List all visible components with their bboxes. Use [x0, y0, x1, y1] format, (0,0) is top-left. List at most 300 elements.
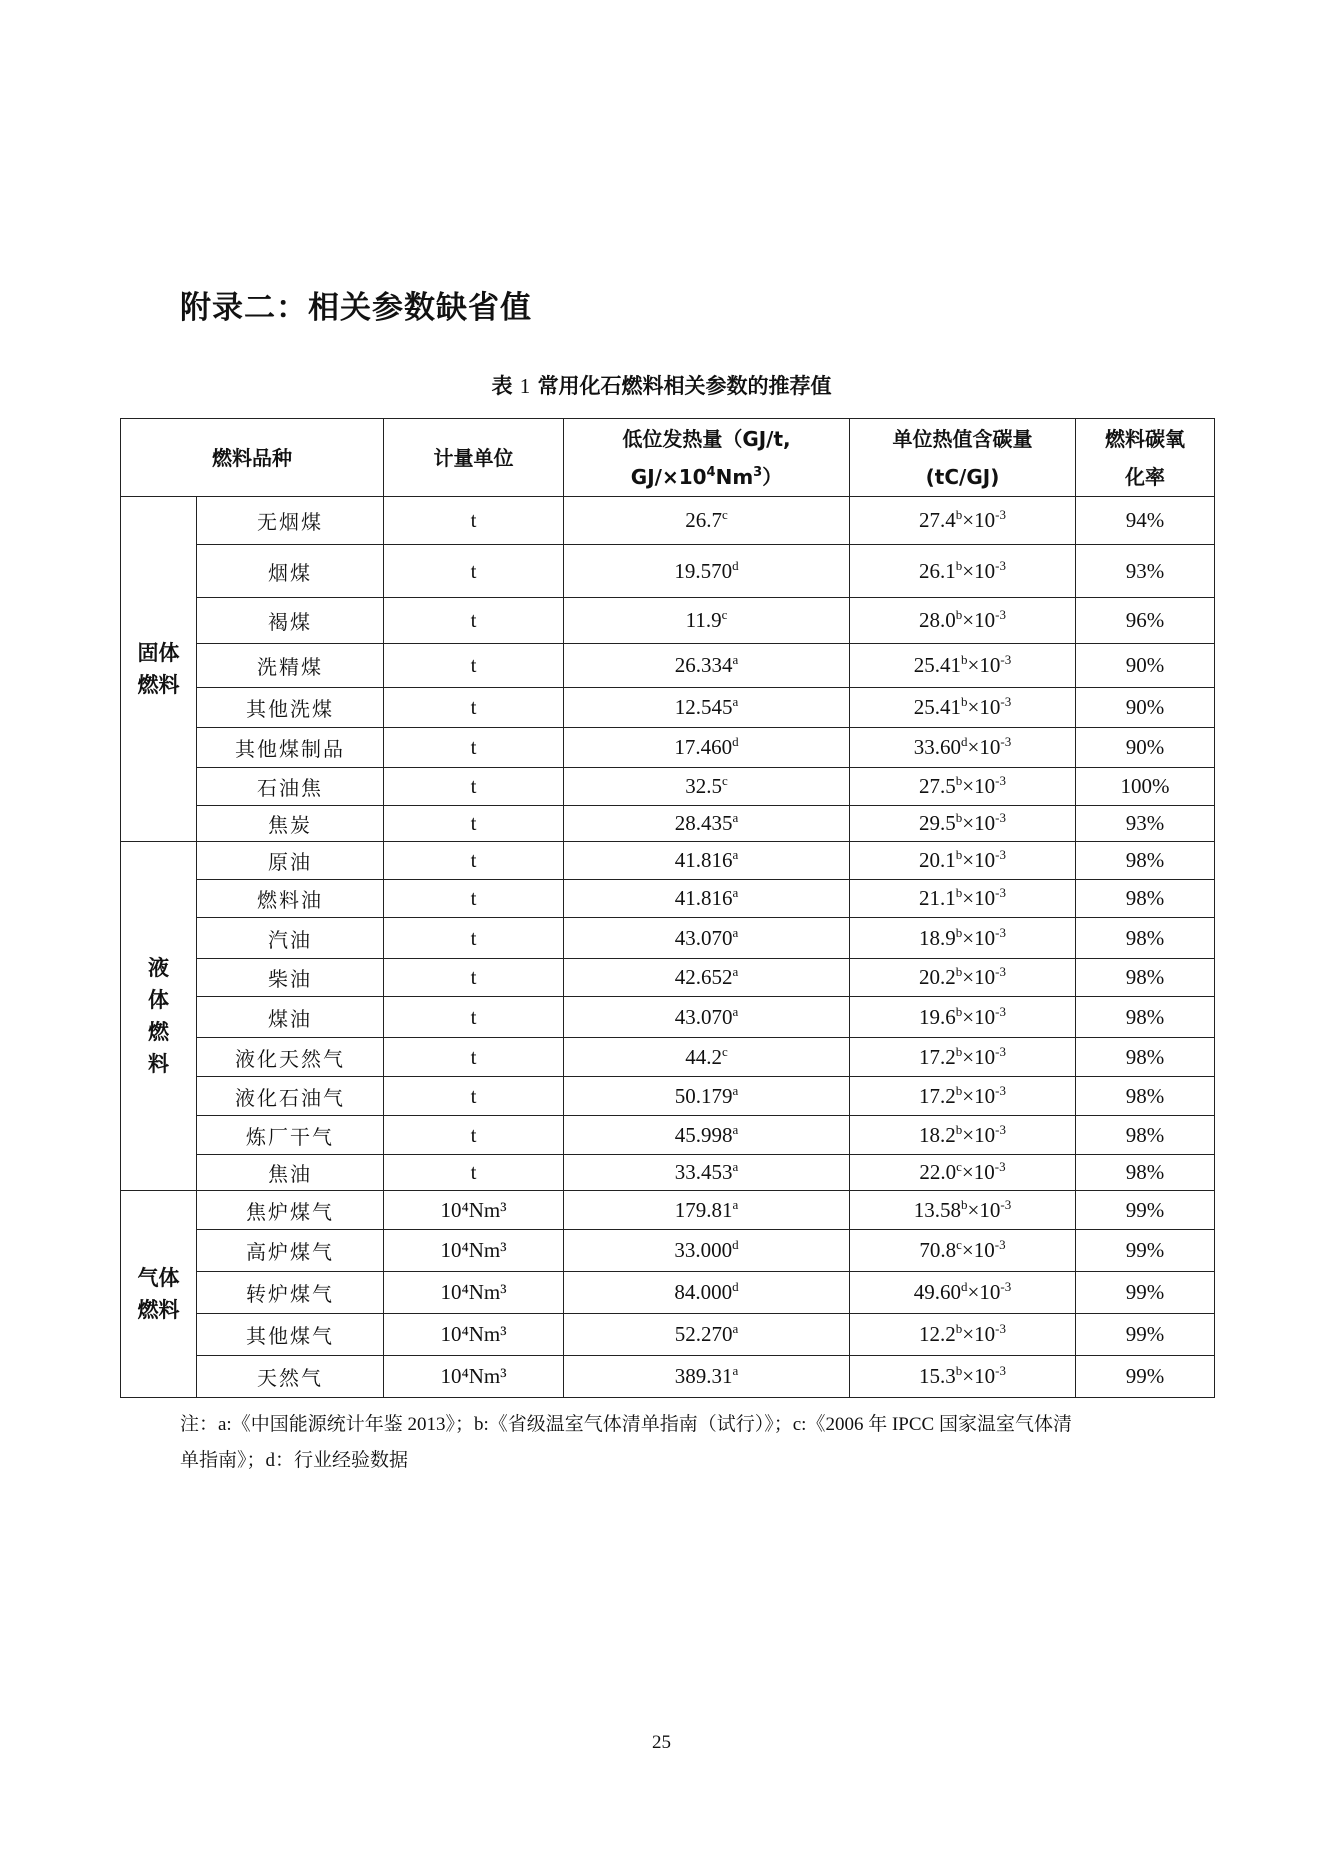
cc-multiplier: ×10 — [962, 1364, 996, 1388]
table-caption — [0, 370, 1323, 400]
cc-source: b — [955, 773, 963, 788]
table-row — [121, 497, 1215, 545]
cc-value: 28.0 — [919, 608, 956, 632]
fuel-name: 其他煤气 — [197, 1314, 384, 1356]
carbon-content-cell — [850, 688, 1076, 728]
ncv-source: c — [721, 1043, 728, 1059]
unit-cell: t — [384, 997, 564, 1038]
fuel-name: 汽油 — [197, 918, 384, 959]
fuel-name: 燃料油 — [197, 880, 384, 918]
fuel-name: 褐煤 — [197, 598, 384, 644]
category-cell — [121, 1191, 197, 1398]
oxidation-rate-cell: 98% — [1076, 880, 1215, 918]
ncv-cell — [564, 728, 850, 768]
carbon-content-cell — [850, 1191, 1076, 1230]
header-ncv — [564, 419, 850, 497]
unit-cell: 10⁴Nm³ — [384, 1230, 564, 1272]
ncv-value: 11.9 — [685, 608, 722, 632]
ncv-source: c — [721, 773, 728, 788]
unit-cell: t — [384, 545, 564, 598]
ncv-value: 179.81 — [674, 1197, 733, 1222]
cc-multiplier: ×10 — [962, 848, 996, 872]
cc-exponent: -3 — [1000, 652, 1012, 667]
ncv-source: a — [732, 1196, 739, 1212]
unit-cell: t — [384, 598, 564, 644]
cc-value: 21.1 — [919, 886, 956, 910]
table-row — [121, 1191, 1215, 1230]
cc-exponent: -3 — [994, 1237, 1006, 1252]
cc-source: b — [955, 924, 963, 940]
cc-exponent: -3 — [995, 885, 1006, 900]
carbon-content-cell — [850, 768, 1076, 806]
unit-cell: 10⁴Nm³ — [384, 1314, 564, 1356]
cc-multiplier: ×10 — [967, 653, 1001, 677]
cc-value: 17.2 — [919, 1083, 956, 1108]
ncv-source: a — [732, 1121, 739, 1137]
cc-value: 15.3 — [919, 1364, 956, 1388]
cc-source: b — [961, 694, 968, 709]
ncv-source: c — [721, 507, 728, 522]
carbon-content-cell — [850, 1077, 1076, 1116]
oxidation-rate-cell: 99% — [1076, 1356, 1215, 1398]
fuel-name: 液化天然气 — [197, 1038, 384, 1077]
cc-source: b — [955, 1082, 963, 1098]
cc-value: 18.2 — [919, 1122, 956, 1147]
cc-multiplier: ×10 — [962, 558, 996, 583]
cc-source: c — [956, 1237, 962, 1252]
fuel-name: 柴油 — [197, 959, 384, 997]
cc-value: 12.2 — [919, 1322, 956, 1346]
ncv-source: a — [732, 694, 739, 709]
ncv-value: 50.179 — [674, 1083, 733, 1108]
ncv-source: d — [732, 734, 739, 749]
cc-exponent: -3 — [1000, 734, 1012, 749]
table-row — [121, 842, 1215, 880]
fuel-name: 烟煤 — [197, 545, 384, 598]
ncv-value: 42.652 — [674, 965, 733, 989]
cc-multiplier: ×10 — [962, 508, 996, 532]
cc-exponent: -3 — [1000, 1196, 1012, 1212]
unit-cell: t — [384, 842, 564, 880]
table-row — [121, 1314, 1215, 1356]
ncv-value: 52.270 — [674, 1322, 733, 1346]
carbon-content-cell — [850, 497, 1076, 545]
fuel-name: 原油 — [197, 842, 384, 880]
cc-multiplier: ×10 — [967, 1197, 1001, 1222]
cc-exponent: -3 — [995, 964, 1006, 979]
carbon-content-cell — [850, 959, 1076, 997]
unit-cell: t — [384, 806, 564, 842]
header-ncv-line2 — [564, 458, 849, 496]
cc-value: 17.2 — [919, 1044, 956, 1069]
table-row — [121, 1077, 1215, 1116]
unit-cell: t — [384, 728, 564, 768]
oxidation-rate-cell: 98% — [1076, 1038, 1215, 1077]
oxidation-rate-cell: 90% — [1076, 728, 1215, 768]
cc-exponent: -3 — [994, 1159, 1006, 1174]
ncv-value: 17.460 — [674, 735, 733, 759]
ncv-value: 389.31 — [674, 1364, 733, 1388]
unit-cell: 10⁴Nm³ — [384, 1272, 564, 1314]
fuel-name: 炼厂干气 — [197, 1116, 384, 1155]
cc-multiplier: ×10 — [967, 735, 1001, 759]
ncv-source: a — [732, 1159, 739, 1174]
ncv-source: a — [732, 885, 739, 900]
cc-exponent: -3 — [995, 557, 1006, 573]
table-row — [121, 545, 1215, 598]
ncv-cell — [564, 806, 850, 842]
ncv-cell — [564, 1191, 850, 1230]
carbon-content-cell — [850, 728, 1076, 768]
category-label-part: 固体 — [137, 641, 180, 665]
cc-exponent: -3 — [995, 1363, 1006, 1378]
unit-cell: t — [384, 768, 564, 806]
table-note — [180, 1407, 1160, 1479]
caption-prefix: 表 — [491, 374, 513, 398]
carbon-content-cell — [850, 545, 1076, 598]
cc-multiplier: ×10 — [967, 1280, 1001, 1304]
unit-cell: t — [384, 1077, 564, 1116]
unit-cell: 10⁴Nm³ — [384, 1356, 564, 1398]
cc-source: b — [955, 810, 963, 825]
table-row — [121, 1230, 1215, 1272]
fuel-name: 高炉煤气 — [197, 1230, 384, 1272]
fuel-parameter-table — [120, 418, 1215, 1398]
cc-value: 25.41 — [913, 695, 962, 719]
ncv-value: 41.816 — [674, 886, 733, 910]
ncv-source: c — [721, 607, 728, 622]
ncv-source: a — [732, 924, 739, 940]
carbon-content-cell — [850, 1356, 1076, 1398]
cc-exponent: -3 — [995, 1321, 1006, 1336]
table-row — [121, 598, 1215, 644]
cc-value: 22.0 — [919, 1160, 957, 1184]
ncv-value: 28.435 — [674, 811, 733, 835]
carbon-content-cell — [850, 842, 1076, 880]
caption-title: 常用化石燃料相关参数的推荐值 — [537, 374, 832, 398]
table-row — [121, 880, 1215, 918]
ncv-cell — [564, 598, 850, 644]
cc-multiplier: ×10 — [962, 886, 996, 910]
note-line1: 注：a:《中国能源统计年鉴 2013》；b:《省级温室气体清单指南（试行）》；c:《2006 年 IPCC 国家温室气体清 — [180, 1414, 1072, 1435]
ncv-source: a — [732, 652, 739, 667]
oxidation-rate-cell: 98% — [1076, 842, 1215, 880]
ncv-cell — [564, 1116, 850, 1155]
cc-exponent: -3 — [995, 924, 1006, 940]
carbon-content-cell — [850, 598, 1076, 644]
fuel-name: 其他洗煤 — [197, 688, 384, 728]
ncv-source: a — [732, 1082, 739, 1098]
cc-multiplier: ×10 — [962, 925, 996, 950]
oxidation-rate-cell: 99% — [1076, 1230, 1215, 1272]
ncv-value: 84.000 — [674, 1280, 733, 1304]
cc-source: b — [955, 847, 963, 862]
oxidation-rate-cell: 99% — [1076, 1191, 1215, 1230]
unit-cell: t — [384, 497, 564, 545]
cc-exponent: -3 — [1000, 694, 1012, 709]
category-cell — [121, 842, 197, 1191]
table-row — [121, 1155, 1215, 1191]
category-label-part: 料 — [148, 1052, 169, 1076]
category-label-part: 液 — [148, 956, 169, 980]
table-row — [121, 644, 1215, 688]
table-row — [121, 1116, 1215, 1155]
table-row — [121, 997, 1215, 1038]
fuel-name: 石油焦 — [197, 768, 384, 806]
table-row — [121, 806, 1215, 842]
cc-value: 49.60 — [913, 1280, 962, 1304]
category-label-part: 体 — [148, 988, 169, 1012]
fuel-name: 无烟煤 — [197, 497, 384, 545]
ncv-cell — [564, 545, 850, 598]
unit-cell: t — [384, 959, 564, 997]
cc-value: 19.6 — [919, 1004, 956, 1029]
ncv-cell — [564, 918, 850, 959]
carbon-content-cell — [850, 1314, 1076, 1356]
carbon-content-cell — [850, 1230, 1076, 1272]
cc-value: 26.1 — [919, 558, 956, 583]
header-ncv-line2-mid: Nm — [715, 464, 754, 489]
ncv-cell — [564, 842, 850, 880]
table-row — [121, 688, 1215, 728]
ncv-cell — [564, 1155, 850, 1191]
table-row — [121, 768, 1215, 806]
ncv-source: a — [732, 1321, 739, 1336]
category-label-part: 燃料 — [137, 673, 180, 697]
ncv-source: d — [732, 557, 739, 573]
oxidation-rate-cell: 96% — [1076, 598, 1215, 644]
note-line2: 单指南》；d：行业经验数据 — [180, 1450, 409, 1471]
ncv-source: d — [732, 1237, 739, 1252]
ncv-source: a — [732, 1363, 739, 1378]
cc-exponent: -3 — [995, 1003, 1006, 1019]
fuel-name: 液化石油气 — [197, 1077, 384, 1116]
ncv-value: 45.998 — [674, 1122, 733, 1147]
ncv-cell — [564, 997, 850, 1038]
cc-value: 13.58 — [913, 1197, 962, 1222]
header-ncv-line2-post: ） — [762, 464, 783, 489]
category-label-part: 燃 — [148, 1020, 169, 1044]
unit-cell: t — [384, 644, 564, 688]
ncv-source: a — [732, 964, 739, 979]
cc-source: b — [955, 607, 963, 622]
header-cc-line1: 单位热值含碳量 — [892, 426, 1033, 451]
ncv-cell — [564, 1230, 850, 1272]
cc-source: d — [961, 1279, 968, 1294]
cc-multiplier: ×10 — [962, 965, 996, 989]
fuel-name: 天然气 — [197, 1356, 384, 1398]
cc-multiplier: ×10 — [962, 774, 996, 798]
table-row — [121, 1272, 1215, 1314]
cc-value: 27.5 — [919, 774, 956, 798]
carbon-content-cell — [850, 880, 1076, 918]
cc-source: b — [955, 1121, 963, 1137]
cc-source: b — [955, 885, 963, 900]
oxidation-rate-cell: 90% — [1076, 688, 1215, 728]
cc-exponent: -3 — [995, 507, 1006, 522]
oxidation-rate-cell: 99% — [1076, 1272, 1215, 1314]
cc-exponent: -3 — [995, 773, 1006, 788]
oxidation-rate-cell: 93% — [1076, 545, 1215, 598]
ncv-value: 44.2 — [685, 1044, 722, 1069]
category-label-part: 气体 — [137, 1266, 180, 1290]
table-header-row — [121, 419, 1215, 497]
oxidation-rate-cell: 98% — [1076, 1155, 1215, 1191]
cc-multiplier: ×10 — [961, 1160, 995, 1184]
cc-source: b — [955, 1043, 963, 1059]
ncv-cell — [564, 1077, 850, 1116]
table-row — [121, 1356, 1215, 1398]
unit-cell: t — [384, 918, 564, 959]
oxidation-rate-cell: 93% — [1076, 806, 1215, 842]
category-cell — [121, 497, 197, 842]
cc-multiplier: ×10 — [967, 695, 1001, 719]
cc-value: 70.8 — [919, 1238, 957, 1262]
cc-source: b — [955, 1321, 963, 1336]
fuel-name: 焦炭 — [197, 806, 384, 842]
unit-cell: t — [384, 1116, 564, 1155]
ncv-source: a — [732, 810, 739, 825]
cc-value: 29.5 — [919, 811, 956, 835]
category-label-part: 燃料 — [137, 1298, 180, 1322]
carbon-content-cell — [850, 997, 1076, 1038]
carbon-content-cell — [850, 1116, 1076, 1155]
oxidation-rate-cell: 90% — [1076, 644, 1215, 688]
cc-multiplier: ×10 — [962, 1004, 996, 1029]
ncv-cell — [564, 768, 850, 806]
ncv-value: 12.545 — [674, 695, 733, 719]
ncv-source: a — [732, 1003, 739, 1019]
ncv-cell — [564, 1038, 850, 1077]
carbon-content-cell — [850, 806, 1076, 842]
ncv-cell — [564, 497, 850, 545]
oxidation-rate-cell: 100% — [1076, 768, 1215, 806]
cc-value: 25.41 — [913, 653, 962, 677]
cc-value: 27.4 — [919, 508, 956, 532]
cc-source: b — [955, 964, 963, 979]
table-body — [121, 497, 1215, 1398]
header-ncv-exp2: 3 — [753, 464, 763, 480]
carbon-content-cell — [850, 918, 1076, 959]
unit-cell: t — [384, 1155, 564, 1191]
ncv-cell — [564, 1314, 850, 1356]
cc-exponent: -3 — [995, 1082, 1006, 1098]
ncv-value: 41.816 — [674, 848, 733, 872]
fuel-name: 焦油 — [197, 1155, 384, 1191]
ncv-value: 26.7 — [685, 508, 722, 532]
oxidation-rate-cell: 98% — [1076, 918, 1215, 959]
header-cc-line2: (tC/GJ) — [925, 464, 1000, 489]
cc-source: b — [955, 507, 963, 522]
fuel-name: 其他煤制品 — [197, 728, 384, 768]
page-heading: 附录二：相关参数缺省值 — [180, 290, 532, 326]
caption-number: 1 — [519, 374, 531, 398]
cc-source: b — [955, 557, 963, 573]
cc-value: 18.9 — [919, 925, 956, 950]
carbon-content-cell — [850, 1038, 1076, 1077]
cc-source: b — [961, 1196, 968, 1212]
cc-exponent: -3 — [995, 607, 1006, 622]
cc-multiplier: ×10 — [962, 1122, 996, 1147]
carbon-content-cell — [850, 1272, 1076, 1314]
cc-value: 20.2 — [919, 965, 956, 989]
cc-value: 20.1 — [919, 848, 956, 872]
ncv-source: d — [732, 1279, 739, 1294]
table-row — [121, 1038, 1215, 1077]
fuel-name: 洗精煤 — [197, 644, 384, 688]
table-row — [121, 959, 1215, 997]
carbon-content-cell — [850, 644, 1076, 688]
ncv-source: a — [732, 847, 739, 862]
oxidation-rate-cell: 98% — [1076, 1116, 1215, 1155]
cc-source: b — [955, 1003, 963, 1019]
ncv-cell — [564, 644, 850, 688]
cc-exponent: -3 — [995, 1121, 1006, 1137]
cc-source: b — [955, 1363, 963, 1378]
header-ox-line2: 化率 — [1125, 464, 1165, 489]
oxidation-rate-cell: 98% — [1076, 959, 1215, 997]
ncv-value: 43.070 — [674, 1004, 733, 1029]
header-ncv-exp: 4 — [706, 464, 716, 480]
ncv-value: 19.570 — [674, 558, 733, 583]
unit-cell: t — [384, 880, 564, 918]
cc-multiplier: ×10 — [962, 1044, 996, 1069]
table-row — [121, 918, 1215, 959]
cc-multiplier: ×10 — [962, 608, 996, 632]
header-ox-line1: 燃料碳氧 — [1105, 426, 1185, 451]
cc-source: c — [956, 1159, 962, 1174]
cc-multiplier: ×10 — [962, 811, 996, 835]
oxidation-rate-cell: 94% — [1076, 497, 1215, 545]
fuel-name: 转炉煤气 — [197, 1272, 384, 1314]
ncv-value: 43.070 — [674, 925, 733, 950]
cc-exponent: -3 — [995, 1043, 1006, 1059]
header-ncv-line1: 低位发热量（GJ/t, — [622, 426, 791, 451]
cc-source: b — [961, 652, 968, 667]
fuel-name: 煤油 — [197, 997, 384, 1038]
header-oxidation-rate — [1076, 419, 1215, 497]
ncv-value: 33.000 — [674, 1238, 733, 1262]
oxidation-rate-cell: 98% — [1076, 997, 1215, 1038]
unit-cell: t — [384, 1038, 564, 1077]
unit-cell: t — [384, 688, 564, 728]
ncv-value: 32.5 — [685, 774, 722, 798]
ncv-cell — [564, 959, 850, 997]
ncv-cell — [564, 880, 850, 918]
cc-exponent: -3 — [1000, 1279, 1012, 1294]
oxidation-rate-cell: 99% — [1076, 1314, 1215, 1356]
carbon-content-cell — [850, 1155, 1076, 1191]
cc-multiplier: ×10 — [961, 1238, 995, 1262]
ncv-cell — [564, 688, 850, 728]
cc-multiplier: ×10 — [962, 1322, 996, 1346]
cc-value: 33.60 — [913, 735, 962, 759]
cc-multiplier: ×10 — [962, 1083, 996, 1108]
ncv-cell — [564, 1272, 850, 1314]
header-ncv-line2-pre: GJ/×10 — [630, 464, 707, 489]
ncv-value: 26.334 — [674, 653, 733, 677]
table-row — [121, 728, 1215, 768]
cc-exponent: -3 — [995, 847, 1006, 862]
fuel-name: 焦炉煤气 — [197, 1191, 384, 1230]
ncv-value: 33.453 — [674, 1160, 733, 1184]
header-carbon-content — [850, 419, 1076, 497]
page-number: 25 — [652, 1732, 671, 1753]
cc-exponent: -3 — [995, 810, 1006, 825]
ncv-cell — [564, 1356, 850, 1398]
cc-source: d — [961, 734, 968, 749]
unit-cell: 10⁴Nm³ — [384, 1191, 564, 1230]
